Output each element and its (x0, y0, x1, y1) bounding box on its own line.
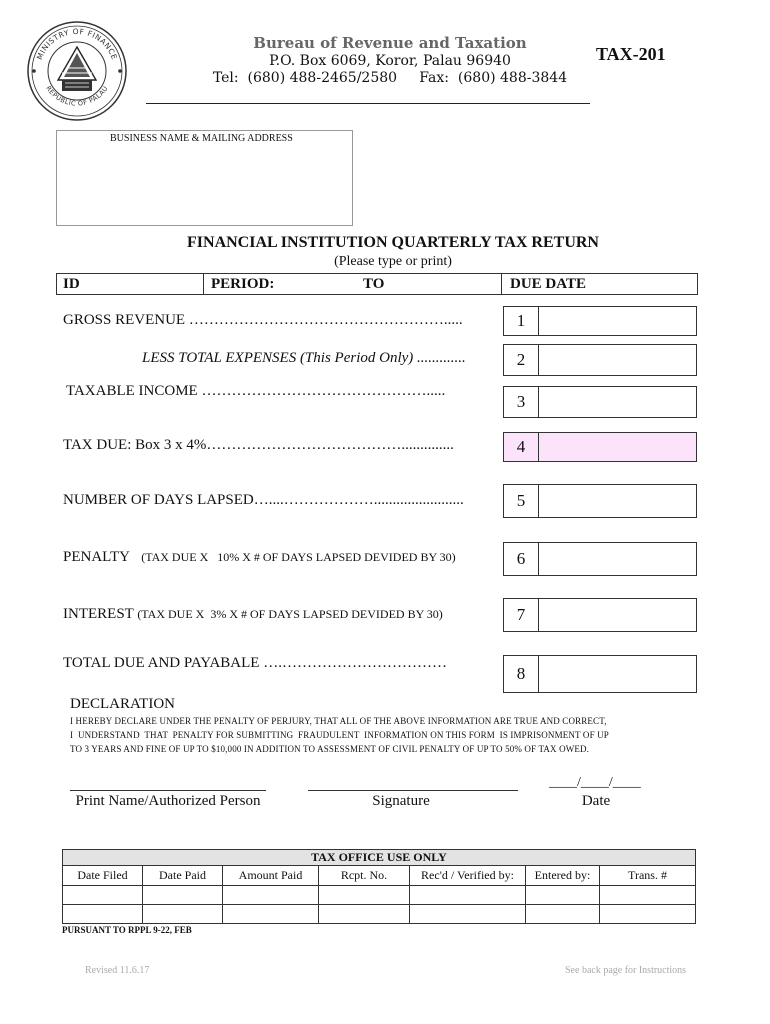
line-8-input-box[interactable] (503, 655, 697, 693)
office-use-title: TAX OFFICE USE ONLY (63, 850, 696, 866)
line-5-input-box[interactable] (503, 484, 697, 518)
date-field[interactable]: ____/____/____ (549, 775, 641, 790)
period-label: PERIOD: (211, 276, 275, 292)
period-to-label: TO (363, 276, 385, 292)
line-5-number: 5 (504, 485, 539, 517)
received-verified-cell[interactable] (410, 886, 526, 905)
due-date-label: DUE DATE (510, 276, 586, 292)
agency-address: P.O. Box 6069, Koror, Palau 96940 (269, 53, 511, 69)
id-label: ID (63, 276, 80, 292)
col-date-paid: Date Paid (143, 866, 223, 886)
line-1-input-box[interactable] (503, 306, 697, 336)
line-4-input-box[interactable] (503, 432, 697, 462)
tax-office-use-table (62, 849, 696, 924)
date-filed-cell[interactable] (63, 905, 143, 924)
rcpt-no-cell[interactable] (319, 886, 410, 905)
entered-by-cell[interactable] (526, 886, 600, 905)
line-7-label (63, 606, 443, 623)
date-paid-cell[interactable] (143, 886, 223, 905)
table-row (63, 905, 696, 924)
amount-paid-cell[interactable] (223, 886, 319, 905)
line-4-number: 4 (504, 433, 539, 461)
col-amount-paid: Amount Paid (223, 866, 319, 886)
business-address-label: BUSINESS NAME & MAILING ADDRESS (110, 133, 293, 144)
col-entered-by: Entered by: (526, 866, 600, 886)
trans-no-cell[interactable] (600, 886, 696, 905)
rcpt-no-cell[interactable] (319, 905, 410, 924)
date-filed-cell[interactable] (63, 886, 143, 905)
pursuant-note: PURSUANT TO RPPL 9-22, FEB (62, 925, 192, 935)
instructions-note: See back page for Instructions (565, 965, 687, 976)
col-date-filed: Date Filed (63, 866, 143, 886)
declaration-line-1: I HEREBY DECLARE UNDER THE PENALTY OF PERJURY, THAT ALL OF THE ABOVE INFORMATION ARE TRUE AND CORRECT, (70, 716, 607, 726)
due-date-divider (501, 274, 502, 294)
line-2-input-box[interactable] (503, 344, 697, 376)
line-1-label: GROSS REVENUE ……………………………………………..... (63, 312, 463, 328)
agency-phone: Tel: (680) 488-2465/2580 Fax: (680) 488-3844 (212, 70, 568, 86)
line-4-label: TAX DUE: Box 3 x 4%………………………………….............. (63, 437, 454, 453)
declaration-heading: DECLARATION (70, 696, 175, 712)
ministry-of-finance-seal (26, 20, 128, 122)
trans-no-cell[interactable] (600, 905, 696, 924)
id-period-row (56, 273, 698, 295)
line-6-label (63, 549, 456, 566)
date-paid-cell[interactable] (143, 905, 223, 924)
date-label: Date (581, 793, 611, 809)
svg-text:MINISTRY OF FINANCE: MINISTRY OF FINANCE (34, 26, 120, 62)
form-title: FINANCIAL INSTITUTION QUARTERLY TAX RETURN (187, 234, 599, 251)
form-number: TAX-201 (596, 44, 666, 64)
revised-date: Revised 11.6.17 (85, 965, 150, 976)
col-rcpt-no: Rcpt. No. (319, 866, 410, 886)
line-5-label: NUMBER OF DAYS LAPSED…....………………........................ (63, 492, 464, 508)
declaration-line-3: TO 3 YEARS AND FINE OF UP TO $10,000 IN ADDITION TO ASSESSMENT OF CIVIL PENALTY OF UP TO 50% OF TAX OWED. (70, 744, 590, 754)
line-7-input-box[interactable] (503, 598, 697, 632)
line-6-note: (TAX DUE X 10% X # OF DAYS LAPSED DEVIDED BY 30) (141, 550, 456, 564)
signature-label: Signature (372, 793, 430, 809)
line-6-number: 6 (504, 543, 539, 575)
line-3-label: TAXABLE INCOME ………………………………………..... (66, 383, 446, 399)
line-2-number: 2 (504, 345, 539, 375)
received-verified-cell[interactable] (410, 905, 526, 924)
print-name-line[interactable] (70, 790, 266, 791)
business-address-field[interactable] (56, 130, 353, 226)
table-row (63, 886, 696, 905)
amount-paid-cell[interactable] (223, 905, 319, 924)
line-8-label: TOTAL DUE AND PAYABALE ….…………………………… (63, 655, 447, 671)
line-7-number: 7 (504, 599, 539, 631)
agency-name: Bureau of Revenue and Taxation (253, 34, 527, 52)
line-2-label: LESS TOTAL EXPENSES (This Period Only) ............. (142, 350, 466, 366)
print-name-label: Print Name/Authorized Person (75, 793, 261, 809)
line-3-number: 3 (504, 387, 539, 417)
line-6-title: PENALTY (63, 549, 130, 565)
signature-line[interactable] (308, 790, 518, 791)
header-divider (146, 103, 590, 104)
entered-by-cell[interactable] (526, 905, 600, 924)
line-1-number: 1 (504, 307, 539, 335)
declaration-line-2: I UNDERSTAND THAT PENALTY FOR SUBMITTING FRAUDULENT INFORMATION ON THIS FORM IS IMPRISONMENT OF UP (70, 730, 609, 740)
line-6-input-box[interactable] (503, 542, 697, 576)
line-3-input-box[interactable] (503, 386, 697, 418)
form-subtitle: (Please type or print) (334, 254, 452, 269)
line-7-title: INTEREST (63, 606, 134, 622)
id-divider (203, 274, 204, 294)
line-8-number: 8 (504, 656, 539, 692)
line-7-note: (TAX DUE X 3% X # OF DAYS LAPSED DEVIDED BY 30) (137, 607, 443, 621)
col-trans-no: Trans. # (600, 866, 696, 886)
svg-text:REPUBLIC OF PALAU: REPUBLIC OF PALAU (44, 84, 110, 108)
col-received-verified: Rec'd / Verified by: (410, 866, 526, 886)
